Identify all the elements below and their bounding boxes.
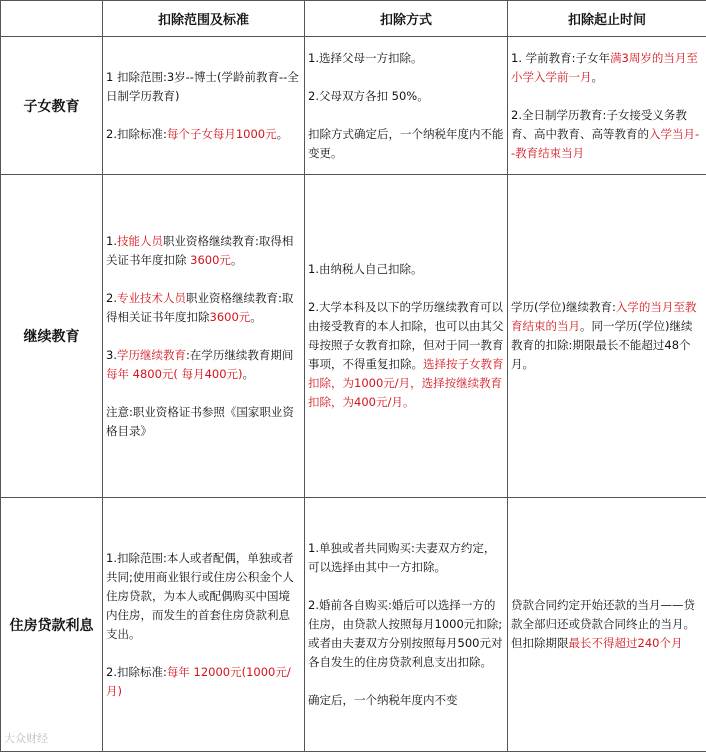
scope-cell <box>103 175 305 498</box>
table-row <box>1 498 706 752</box>
cell-text: 。 <box>276 126 289 141</box>
cell-paragraph <box>106 663 301 701</box>
highlight-text: 选择按子女教育扣除，为1000元/月，选择按继续教育扣除，为400元/月。 <box>308 357 504 409</box>
table-row <box>1 175 706 498</box>
cell-paragraph <box>308 87 504 106</box>
table-row <box>1 37 706 175</box>
cell-text: 职业资格继续教育:取得相关证书年度扣除 <box>106 233 294 267</box>
cell-paragraph <box>106 549 301 644</box>
row-label: 继续教育 <box>1 175 103 498</box>
cell-paragraph <box>308 49 504 68</box>
cell-text: 职业资格继续教育:取得相关证书年度扣除 <box>106 290 294 324</box>
cell-paragraph <box>106 68 301 106</box>
corner-cell <box>1 1 103 37</box>
highlight-text: 3600元 <box>209 309 251 324</box>
cell-text: 。 <box>591 69 603 84</box>
cell-text: :在学历继续教育期间 <box>185 347 294 362</box>
cell-text: 3. <box>106 347 117 362</box>
row-label: 子女教育 <box>1 37 103 175</box>
highlight-text: 3600元 <box>190 252 231 267</box>
cell-paragraph <box>511 596 703 653</box>
cell-text: 贷款合同约定开始还款的当月——贷款全部归还或贷款合同终止的当月。但扣除期限 <box>511 598 695 650</box>
cell-text: 2.扣除标准: <box>106 664 167 679</box>
cell-paragraph <box>308 691 504 710</box>
cell-text: 1.选择父母一方扣除。 <box>308 50 423 65</box>
cell-text: 注意:职业资格证书参照《国家职业资格目录》 <box>106 404 294 438</box>
cell-paragraph <box>511 298 703 374</box>
cell-text: 2. <box>106 290 117 305</box>
cell-paragraph <box>106 346 301 384</box>
method-cell <box>305 37 508 175</box>
cell-paragraph <box>511 106 703 163</box>
scope-cell <box>103 498 305 752</box>
highlight-text: 学历继续教育 <box>116 347 186 362</box>
cell-text: 。 <box>250 309 262 324</box>
cell-paragraph <box>308 539 504 577</box>
cell-text: 。 <box>242 366 254 381</box>
cell-text: 1. 学前教育:子女年 <box>511 50 611 65</box>
period-cell <box>508 498 706 752</box>
cell-text: 确定后，一个纳税年度内不变 <box>308 693 458 707</box>
cell-paragraph <box>308 596 504 672</box>
cell-text: 1 扣除范围:3岁--博士(学龄前教育--全日制学历教育) <box>106 69 299 103</box>
cell-text: 2.扣除标准: <box>106 126 167 141</box>
header-method: 扣除方式 <box>305 1 508 37</box>
method-cell <box>305 498 508 752</box>
cell-text: 2.婚前各自购买:婚后可以选择一方的住房，由贷款人按照每月1000元扣除;或者由夫妻双方分别按照每月500元对各自发生的住房贷款利息支出扣除。 <box>308 598 503 669</box>
cell-paragraph <box>511 49 703 87</box>
highlight-text: 每个子女每月1000元 <box>166 126 277 141</box>
cell-text: 。同一学历(学位)继续教育的扣除:期限最长不能超过48个月。 <box>511 319 693 371</box>
period-cell <box>508 37 706 175</box>
period-cell <box>508 175 706 498</box>
highlight-text: 技能人员 <box>116 233 163 248</box>
highlight-text: 入学的当月至教育结束的当月 <box>511 300 697 333</box>
cell-text: 1.由纳税人自己扣除。 <box>308 262 423 276</box>
header-row <box>1 1 706 37</box>
cell-text: 2.大学本科及以下的学历继续教育可以由接受教育的本人扣除，也可以由其父母按照子女教育扣除，但对于同一教育事项，不得重复扣除。 <box>308 300 504 371</box>
cell-text: 1. <box>106 233 117 248</box>
cell-text: 扣除方式确定后，一个纳税年度内不能变更。 <box>308 126 504 160</box>
cell-paragraph <box>308 125 504 163</box>
method-cell <box>305 175 508 498</box>
cell-text: 学历(学位)继续教育: <box>511 300 616 314</box>
cell-paragraph <box>106 232 301 270</box>
cell-text: 2.全日制学历教育:子女接受义务教育、高中教育、高等教育的 <box>511 107 687 141</box>
highlight-text: 每年 12000元(1000元/月) <box>106 664 291 698</box>
scope-cell <box>103 37 305 175</box>
cell-paragraph <box>308 298 504 412</box>
cell-paragraph <box>106 403 301 441</box>
watermark-logo: 大众财经 <box>4 732 48 745</box>
cell-text: 2.父母双方各扣 50%。 <box>308 88 429 103</box>
highlight-text: 最长不得超过240个月 <box>568 636 683 650</box>
cell-text: 。 <box>230 252 243 267</box>
highlight-text: 满3周岁的当月至小学入学前一月 <box>511 50 698 84</box>
cell-paragraph <box>106 125 301 144</box>
highlight-text: 每年 4800元( 每月400元) <box>106 366 243 381</box>
cell-text: 1.扣除范围:本人或者配偶，单独或者共同;使用商业银行或住房公积金个人住房贷款，为本人或配偶购买中国境内住房，而发生的首套住房贷款利息支出。 <box>106 550 294 641</box>
header-scope: 扣除范围及标准 <box>103 1 305 37</box>
cell-text: 1.单独或者共同购买:夫妻双方约定，可以选择由其中一方扣除。 <box>308 541 496 574</box>
highlight-text: 入学当月--教育结束当月 <box>511 126 700 160</box>
cell-paragraph <box>308 260 504 279</box>
header-period: 扣除起止时间 <box>508 1 706 37</box>
highlight-text: 专业技术人员 <box>116 290 186 305</box>
cell-paragraph <box>106 289 301 327</box>
row-label: 住房贷款利息 <box>1 498 103 752</box>
